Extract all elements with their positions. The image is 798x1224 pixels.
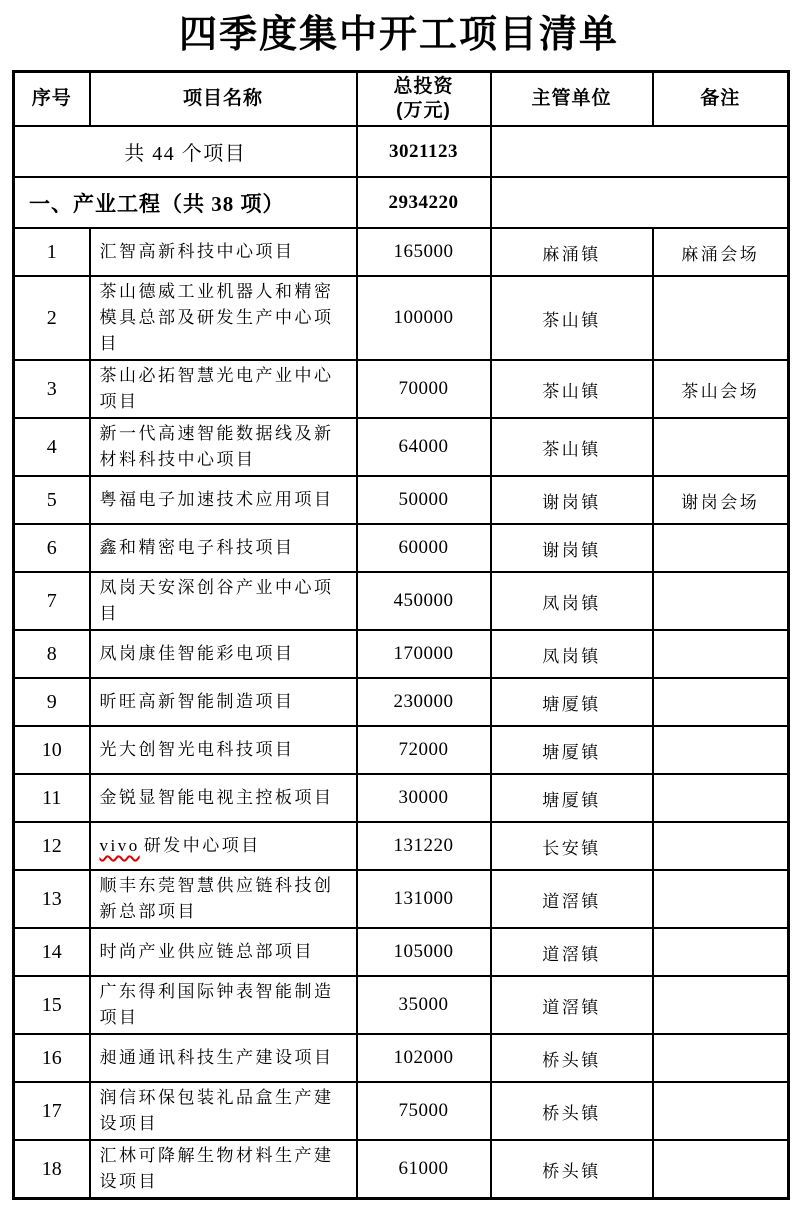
investment-cell: 30000 [357,774,491,822]
remark-cell [653,726,789,774]
unit-cell: 塘厦镇 [491,678,653,726]
project-name-cell: 鑫和精密电子科技项目 [90,524,357,572]
unit-cell: 茶山镇 [491,276,653,360]
unit-cell: 道滘镇 [491,928,653,976]
header-row [14,72,789,127]
investment-cell: 165000 [357,228,491,276]
remark-cell [653,774,789,822]
investment-cell: 70000 [357,360,491,418]
investment-cell: 60000 [357,524,491,572]
table-row [14,822,789,870]
header-unit: 主管单位 [491,72,653,127]
unit-cell: 茶山镇 [491,418,653,476]
project-name-cell: 粤福电子加速技术应用项目 [90,476,357,524]
header-investment-line2: (万元) [396,100,451,121]
table-row [14,360,789,418]
table-row [14,928,789,976]
investment-cell: 61000 [357,1140,491,1199]
project-name-cell: 汇智高新科技中心项目 [90,228,357,276]
row-index-cell: 16 [14,1034,90,1082]
remark-cell [653,572,789,630]
row-index-cell: 13 [14,870,90,928]
investment-cell: 105000 [357,928,491,976]
project-name-cell: 光大创智光电科技项目 [90,726,357,774]
row-index-cell: 14 [14,928,90,976]
investment-cell: 450000 [357,572,491,630]
remark-cell [653,822,789,870]
section-row [14,177,789,228]
section-label-cell: 一、产业工程（共 38 项） [14,177,357,228]
summary-empty-cell [491,126,789,177]
table-row [14,726,789,774]
remark-cell [653,1140,789,1199]
row-index-cell: 10 [14,726,90,774]
summary-investment-cell: 3021123 [357,126,491,177]
project-name-cell: 润信环保包装礼品盒生产建设项目 [90,1082,357,1140]
header-investment [357,72,491,127]
table-row [14,630,789,678]
header-project-name: 项目名称 [90,72,357,127]
section-investment-cell: 2934220 [357,177,491,228]
unit-cell: 桥头镇 [491,1082,653,1140]
remark-cell [653,276,789,360]
header-investment-line1: 总投资 [393,76,454,97]
table-row [14,1082,789,1140]
row-index-cell: 12 [14,822,90,870]
remark-cell: 茶山会场 [653,360,789,418]
table-row [14,1034,789,1082]
table-row [14,870,789,928]
row-index-cell: 17 [14,1082,90,1140]
remark-cell [653,976,789,1034]
unit-cell: 桥头镇 [491,1140,653,1199]
investment-cell: 75000 [357,1082,491,1140]
table-row [14,678,789,726]
project-name-cell: 凤岗康佳智能彩电项目 [90,630,357,678]
page-title: 四季度集中开工项目清单 [178,11,619,56]
project-name-cell: 顺丰东莞智慧供应链科技创新总部项目 [90,870,357,928]
unit-cell: 麻涌镇 [491,228,653,276]
unit-cell: 谢岗镇 [491,476,653,524]
project-name-cell: 昶通通讯科技生产建设项目 [90,1034,357,1082]
investment-cell: 35000 [357,976,491,1034]
header-remark: 备注 [653,72,789,127]
table-row [14,276,789,360]
summary-row [14,126,789,177]
remark-cell [653,1034,789,1082]
unit-cell: 道滘镇 [491,976,653,1034]
row-index-cell: 6 [14,524,90,572]
investment-cell: 230000 [357,678,491,726]
project-name-cell: 广东得利国际钟表智能制造项目 [90,976,357,1034]
table-row [14,1140,789,1199]
unit-cell: 塘厦镇 [491,726,653,774]
row-index-cell: 7 [14,572,90,630]
remark-cell [653,1082,789,1140]
remark-cell: 麻涌会场 [653,228,789,276]
investment-cell: 102000 [357,1034,491,1082]
project-name-cell: 凤岗天安深创谷产业中心项目 [90,572,357,630]
row-index-cell: 18 [14,1140,90,1199]
header-index: 序号 [14,72,90,127]
row-index-cell: 1 [14,228,90,276]
investment-cell: 100000 [357,276,491,360]
project-name-cell: 汇林可降解生物材料生产建设项目 [90,1140,357,1199]
row-index-cell: 2 [14,276,90,360]
row-index-cell: 8 [14,630,90,678]
investment-cell: 170000 [357,630,491,678]
investment-cell: 64000 [357,418,491,476]
project-name-cell: 茶山必拓智慧光电产业中心项目 [90,360,357,418]
row-index-cell: 15 [14,976,90,1034]
investment-cell: 72000 [357,726,491,774]
project-name-cell: 昕旺高新智能制造项目 [90,678,357,726]
unit-cell: 茶山镇 [491,360,653,418]
summary-label-cell: 共 44 个项目 [14,126,357,177]
unit-cell: 凤岗镇 [491,630,653,678]
unit-cell: 道滘镇 [491,870,653,928]
table-row [14,228,789,276]
unit-cell: 长安镇 [491,822,653,870]
project-name-cell: 时尚产业供应链总部项目 [90,928,357,976]
unit-cell: 塘厦镇 [491,774,653,822]
row-index-cell: 5 [14,476,90,524]
table-row [14,976,789,1034]
table-row [14,774,789,822]
unit-cell: 谢岗镇 [491,524,653,572]
project-name-cell: 茶山德威工业机器人和精密模具总部及研发生产中心项目 [90,276,357,360]
table-row [14,418,789,476]
remark-cell [653,524,789,572]
row-index-cell: 9 [14,678,90,726]
investment-cell: 50000 [357,476,491,524]
spellcheck-underlined-text: vivo [99,836,140,855]
unit-cell: 凤岗镇 [491,572,653,630]
project-table [12,70,790,1200]
remark-cell [653,630,789,678]
investment-cell: 131000 [357,870,491,928]
investment-cell: 131220 [357,822,491,870]
unit-cell: 桥头镇 [491,1034,653,1082]
row-index-cell: 3 [14,360,90,418]
project-name-cell: 金锐显智能电视主控板项目 [90,774,357,822]
project-name-cell: vivo 研发中心项目 [90,822,357,870]
remark-cell [653,678,789,726]
remark-cell [653,418,789,476]
project-name-cell: 新一代高速智能数据线及新材料科技中心项目 [90,418,357,476]
remark-cell [653,870,789,928]
row-index-cell: 11 [14,774,90,822]
remark-cell [653,928,789,976]
section-empty-cell [491,177,789,228]
table-row [14,524,789,572]
table-body [14,126,789,1199]
table-row [14,476,789,524]
remark-cell: 谢岗会场 [653,476,789,524]
row-index-cell: 4 [14,418,90,476]
table-row [14,572,789,630]
